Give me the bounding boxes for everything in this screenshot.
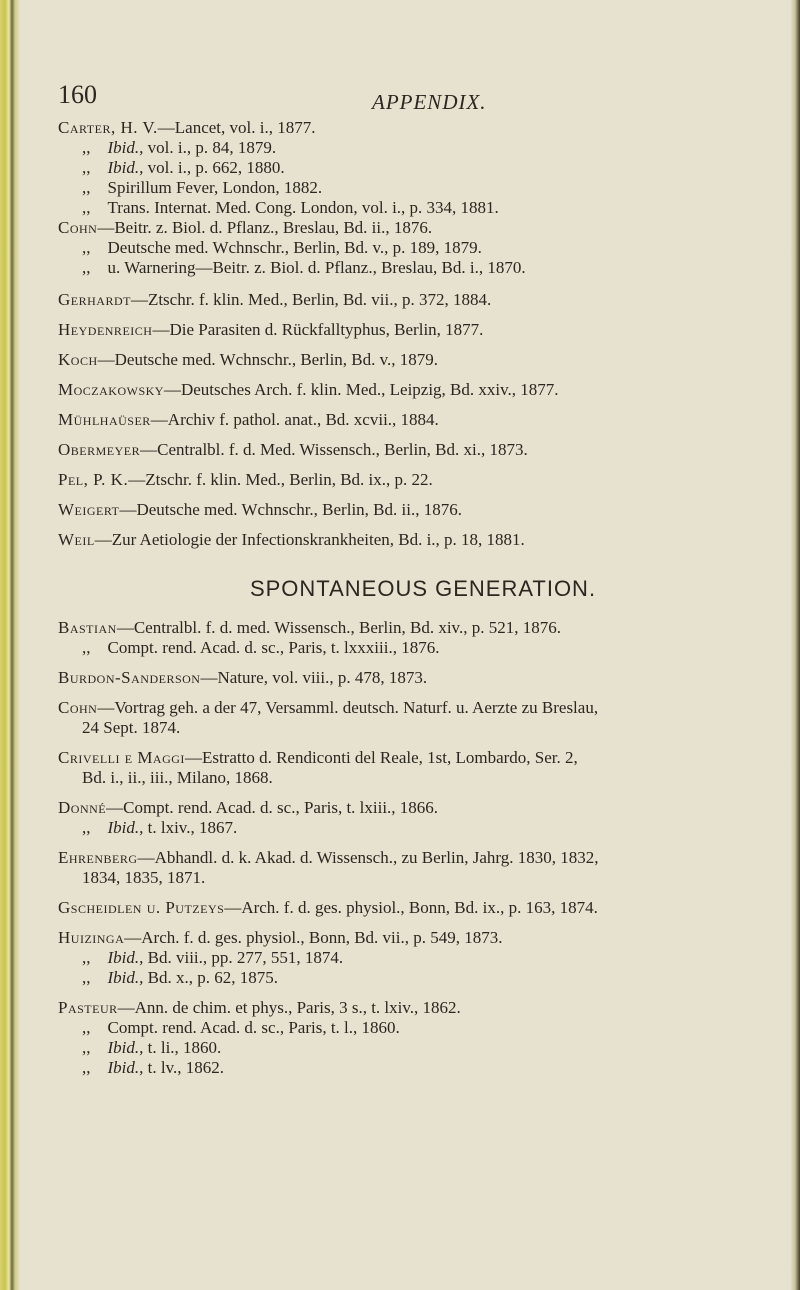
- citation-text: —Deutsche med. Wchnschr., Berlin, Bd. v., 1879.: [97, 350, 439, 369]
- citation-text: u. Warnering—Beitr. z. Biol. d. Pflanz., Breslau, Bd. i., 1870.: [107, 258, 526, 277]
- citation-entry: [58, 198, 788, 218]
- citation-text: —Vortrag geh. a der 47, Versamml. deutsch. Naturf. u. Aerzte zu Breslau,: [97, 698, 599, 717]
- citation-entry: [58, 848, 788, 868]
- citation-entry: [58, 158, 788, 178]
- running-head: APPENDIX.: [372, 90, 487, 114]
- citation-author: Gerhardt: [58, 290, 131, 309]
- citation-text: —Zur Aetiologie der Infectionskrankheiten, Bd. i., p. 18, 1881.: [94, 530, 525, 549]
- citation-text: —Nature, vol. viii., p. 478, 1873.: [200, 668, 428, 687]
- citation-entry: [58, 380, 788, 400]
- citation-entry: [58, 998, 788, 1018]
- citation-entry: [58, 470, 788, 490]
- citation-text: —Ann. de chim. et phys., Paris, 3 s., t. lxiv., 1862.: [117, 998, 461, 1017]
- citation-entry: [58, 818, 788, 838]
- citation-ibid: Ibid.,: [107, 1058, 144, 1077]
- citation-author: Weigert: [58, 500, 120, 519]
- citation-text: —Centralbl. f. d. med. Wissensch., Berlin, Bd. xiv., p. 521, 1876.: [116, 618, 561, 637]
- ditto-mark: ,,: [82, 158, 91, 177]
- citation-text: —Beitr. z. Biol. d. Pflanz., Breslau, Bd. ii., 1876.: [97, 218, 433, 237]
- citation-text: t. lv., 1862.: [143, 1058, 224, 1077]
- citation-entry: [58, 410, 788, 430]
- citation-entry: [58, 968, 788, 988]
- citation-continuation: Bd. i., ii., iii., Milano, 1868.: [82, 768, 273, 787]
- ditto-mark: ,,: [82, 948, 91, 967]
- citation-text: vol. i., p. 84, 1879.: [143, 138, 277, 157]
- citation-text: —Centralbl. f. d. Med. Wissensch., Berlin, Bd. xi., 1873.: [140, 440, 528, 459]
- citation-entry: [58, 618, 788, 638]
- citation-text: —Lancet, vol. i., 1877.: [157, 118, 316, 137]
- section-heading: SPONTANEOUS GENERATION.: [249, 576, 597, 601]
- page-body: [58, 118, 788, 1078]
- citation-text: Bd. viii., pp. 277, 551, 1874.: [143, 948, 344, 967]
- citation-entry: [58, 798, 788, 818]
- citation-author: Carter, H. V.: [58, 118, 158, 137]
- citation-entry: [58, 118, 788, 138]
- citation-text: —Deutsche med. Wchnschr., Berlin, Bd. ii., 1876.: [119, 500, 462, 519]
- ditto-mark: ,,: [82, 258, 91, 277]
- page-right-edge: [790, 0, 800, 1290]
- page-number: 160: [58, 80, 97, 109]
- ditto-mark: ,,: [82, 1038, 91, 1057]
- citation-author: Mühlhaüser: [58, 410, 151, 429]
- ditto-mark: ,,: [82, 178, 91, 197]
- citation-author: Gscheidlen u. Putzeys: [58, 898, 225, 917]
- citation-author: Donné: [58, 798, 107, 817]
- citation-ibid: Ibid.,: [107, 158, 144, 177]
- citation-text: —Ztschr. f. klin. Med., Berlin, Bd. ix., p. 22.: [128, 470, 433, 489]
- citation-text: —Ztschr. f. klin. Med., Berlin, Bd. vii., p. 372, 1884.: [130, 290, 492, 309]
- citation-entry: [58, 1038, 788, 1058]
- citation-continuation: 1834, 1835, 1871.: [82, 868, 206, 887]
- citation-text: —Arch. f. d. ges. physiol., Bonn, Bd. ix., p. 163, 1874.: [224, 898, 598, 917]
- citation-author: Weil: [58, 530, 95, 549]
- citation-entry: [58, 258, 788, 278]
- citation-text: —Deutsches Arch. f. klin. Med., Leipzig, Bd. xxiv., 1877.: [163, 380, 559, 399]
- citation-text: t. lxiv., 1867.: [143, 818, 238, 837]
- citation-author: Burdon-Sanderson: [58, 668, 201, 687]
- citation-author: Pel, P. K.: [58, 470, 129, 489]
- citation-entry: [58, 668, 788, 688]
- citation-ibid: Ibid.,: [107, 818, 144, 837]
- citation-text: t. li., 1860.: [143, 1038, 222, 1057]
- ditto-mark: ,,: [82, 198, 91, 217]
- ditto-mark: ,,: [82, 138, 91, 157]
- citation-ibid: Ibid.,: [107, 138, 144, 157]
- citation-author: Moczakowsky: [58, 380, 164, 399]
- citation-entry: [58, 948, 788, 968]
- citation-text: —Arch. f. d. ges. physiol., Bonn, Bd. vii., p. 549, 1873.: [124, 928, 503, 947]
- citation-entry: [58, 1058, 788, 1078]
- citation-group-authors: [58, 290, 788, 550]
- citation-author: Heydenreich: [58, 320, 153, 339]
- ditto-mark: ,,: [82, 1058, 91, 1077]
- citation-entry: [58, 530, 788, 550]
- citation-author: Crivelli e Maggi: [58, 748, 185, 767]
- citation-text: Compt. rend. Acad. d. sc., Paris, t. lxxxiii., 1876.: [107, 638, 440, 657]
- citation-text: Spirillum Fever, London, 1882.: [107, 178, 323, 197]
- citation-author: Cohn: [58, 218, 98, 237]
- citation-author: Bastian: [58, 618, 117, 637]
- citation-entry: [58, 638, 788, 658]
- citation-author: Koch: [58, 350, 98, 369]
- book-binding-edge: [0, 0, 20, 1290]
- citation-text: —Estratto d. Rendiconti del Reale, 1st, Lombardo, Ser. 2,: [184, 748, 578, 767]
- citation-entry: [58, 320, 788, 340]
- citation-entry: [58, 928, 788, 948]
- citation-author: Pasteur: [58, 998, 118, 1017]
- citation-entry: [58, 898, 788, 918]
- ditto-mark: ,,: [82, 638, 91, 657]
- citation-text: vol. i., p. 662, 1880.: [143, 158, 285, 177]
- citation-author: Huizinga: [58, 928, 125, 947]
- ditto-mark: ,,: [82, 1018, 91, 1037]
- ditto-mark: ,,: [82, 968, 91, 987]
- citation-entry: [58, 138, 788, 158]
- citation-entry: [58, 748, 788, 768]
- citation-text: —Die Parasiten d. Rückfalltyphus, Berlin, 1877.: [152, 320, 484, 339]
- citation-entry: [58, 290, 788, 310]
- citation-text: —Compt. rend. Acad. d. sc., Paris, t. lxiii., 1866.: [106, 798, 439, 817]
- citation-text: Compt. rend. Acad. d. sc., Paris, t. l., 1860.: [107, 1018, 400, 1037]
- ditto-mark: ,,: [82, 238, 91, 257]
- citation-group-spontaneous-generation: [58, 618, 788, 1078]
- citation-entry: [58, 218, 788, 238]
- citation-entry: [58, 238, 788, 258]
- citation-author: Cohn: [58, 698, 98, 717]
- citation-ibid: Ibid.,: [107, 948, 144, 967]
- ditto-mark: ,,: [82, 818, 91, 837]
- citation-text: Trans. Internat. Med. Cong. London, vol. i., p. 334, 1881.: [107, 198, 499, 217]
- citation-text: Deutsche med. Wchnschr., Berlin, Bd. v., p. 189, 1879.: [107, 238, 482, 257]
- citation-ibid: Ibid.,: [107, 968, 144, 987]
- citation-entry: [58, 698, 788, 718]
- citation-entry: [58, 178, 788, 198]
- citation-author: Ehrenberg: [58, 848, 138, 867]
- citation-entry: [58, 1018, 788, 1038]
- citation-entry: [58, 350, 788, 370]
- citation-continuation: 24 Sept. 1874.: [82, 718, 181, 737]
- citation-group-relapsing-fever: [58, 118, 788, 278]
- citation-ibid: Ibid.,: [107, 1038, 144, 1057]
- citation-author: Obermeyer: [58, 440, 141, 459]
- citation-entry: [58, 440, 788, 460]
- citation-text: —Archiv f. pathol. anat., Bd. xcvii., 1884.: [150, 410, 439, 429]
- citation-text: Bd. x., p. 62, 1875.: [143, 968, 278, 987]
- citation-entry: [58, 500, 788, 520]
- citation-text: —Abhandl. d. k. Akad. d. Wissensch., zu Berlin, Jahrg. 1830, 1832,: [137, 848, 599, 867]
